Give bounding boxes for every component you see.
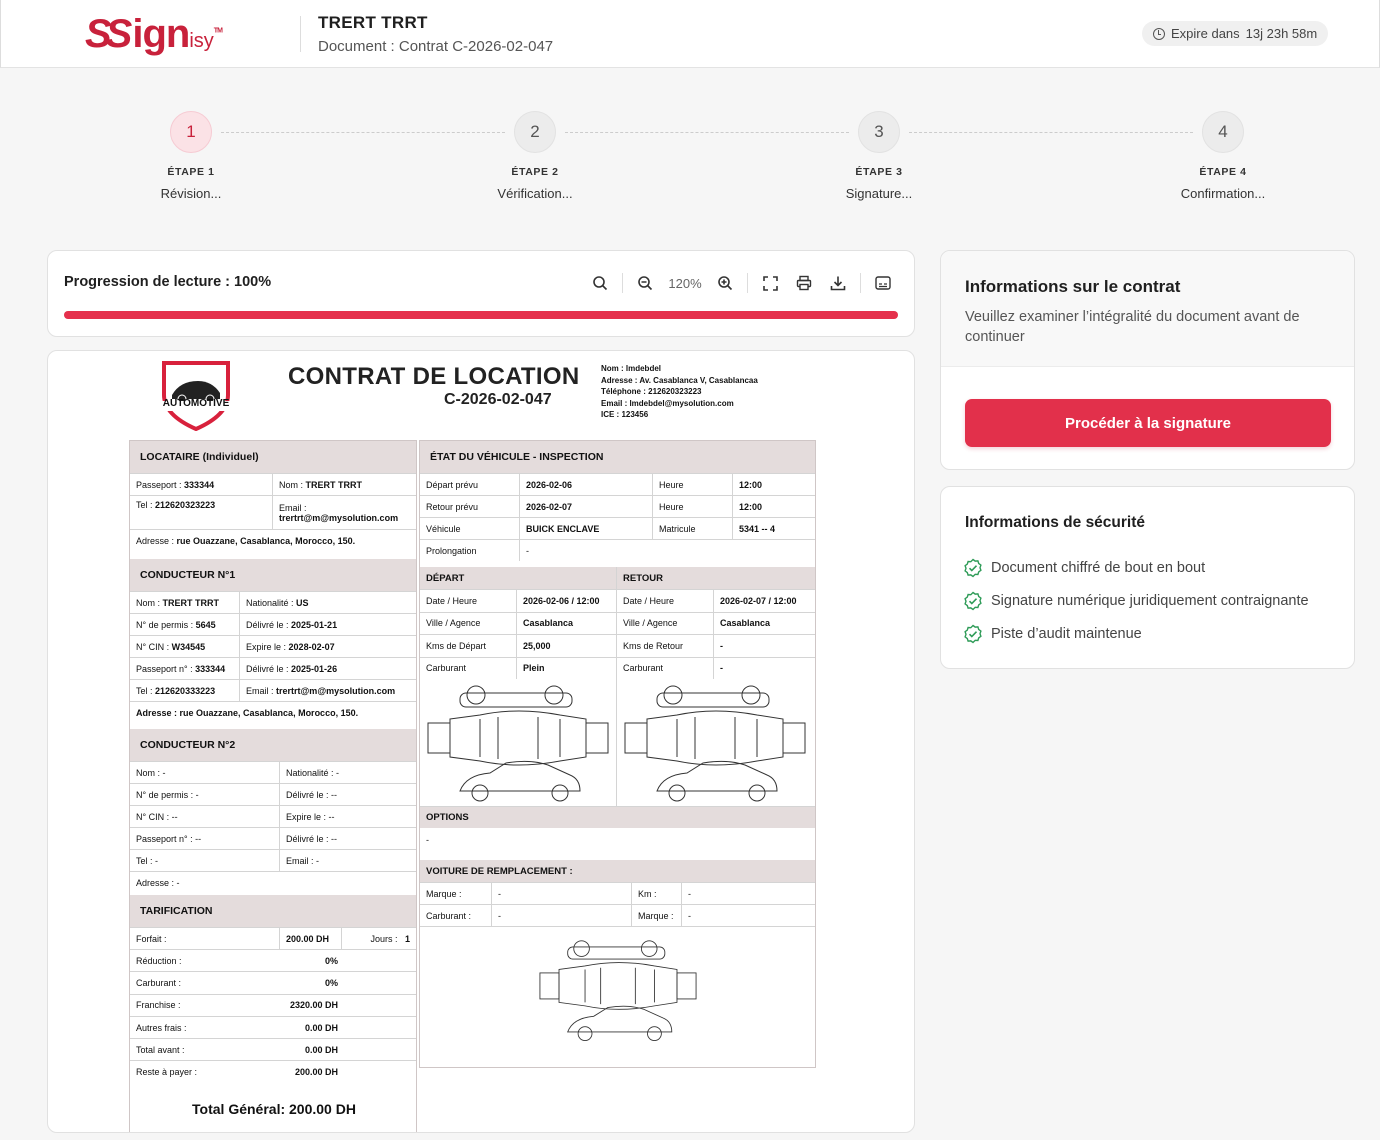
table-cell: Tel : 212620333223 [130, 680, 240, 701]
table-cell: Délivré le : -- [286, 833, 338, 844]
options-heading: OPTIONS [420, 806, 815, 828]
table-cell: 2026-02-06 [520, 474, 653, 495]
step-label: ÉTAPE 2 [511, 166, 559, 178]
signer-name: TRERT TRRT [318, 13, 428, 32]
table-row [130, 871, 416, 893]
tarification-heading: TARIFICATION [130, 895, 416, 927]
table-cell: Prolongation [420, 540, 520, 561]
table-cell: - [720, 663, 723, 674]
step-number: 4 [1202, 111, 1244, 153]
table-cell: Carburant : [420, 905, 492, 926]
table-row [420, 495, 815, 517]
table-cell: Carburant [420, 658, 517, 680]
locataire-heading: LOCATAIRE (Individuel) [130, 441, 416, 473]
step-number: 1 [170, 111, 212, 153]
reading-progress-bar [64, 311, 898, 319]
caption-icon[interactable] [866, 271, 900, 295]
header-divider [300, 16, 301, 52]
table-cell: Reste à payer : [136, 1067, 198, 1078]
table-cell: 0% [324, 977, 338, 988]
table-cell: N° CIN : -- [130, 806, 280, 827]
shield-check-icon [963, 591, 983, 611]
table-cell: Date / Heure [420, 590, 517, 612]
table-row [130, 949, 416, 971]
security-item [963, 558, 1205, 578]
contract-info-subtitle: Veuillez examiner l’intégralité du document avant de continuer [965, 309, 1300, 345]
table-cell: Nom : - [130, 762, 280, 783]
conducteur1-heading: CONDUCTEUR N°1 [130, 559, 416, 591]
shield-check-icon [963, 624, 983, 644]
table-row [130, 971, 416, 993]
table-cell: Casablanca [523, 618, 574, 629]
table-row [617, 589, 815, 612]
security-item [963, 624, 1142, 644]
security-item-label: Piste d’audit maintenue [991, 626, 1142, 642]
table-row [130, 701, 416, 723]
table-cell: Plein [523, 663, 545, 674]
signisy-logo[interactable] [85, 12, 222, 57]
table-row [130, 495, 416, 529]
table-cell: Adresse : - [136, 877, 180, 888]
table-cell: 2026-02-07 [520, 496, 653, 517]
table-row [130, 679, 416, 701]
table-row [420, 882, 815, 904]
fullscreen-icon[interactable] [753, 271, 787, 295]
step-1[interactable] [111, 111, 271, 201]
proceed-to-signature-button[interactable]: Procéder à la signature [965, 399, 1331, 447]
table-row [130, 657, 416, 679]
security-info-card [940, 486, 1355, 669]
table-row [420, 539, 815, 561]
table-cell: - [688, 888, 691, 899]
retour-heading: RETOUR [617, 567, 815, 589]
conducteur1-rows [130, 591, 416, 701]
table-cell: - [492, 883, 632, 904]
table-cell: Franchise : [136, 1000, 181, 1011]
total-general: Total Général: 200.00 DH [192, 1101, 356, 1117]
table-cell: 12:00 [739, 501, 763, 512]
table-row [130, 849, 416, 871]
options-value: - [426, 835, 429, 845]
contract-info-title: Informations sur le contrat [965, 277, 1181, 296]
depart-heading: DÉPART [420, 567, 616, 589]
step-name: Révision... [160, 186, 222, 201]
table-cell: Tel : - [130, 850, 280, 871]
table-cell: 25,000 [523, 640, 551, 651]
replacement-diagram [420, 926, 815, 1056]
logo-text: ign [132, 12, 190, 56]
company-line: Email : lmdebdel@mysolution.com [601, 398, 734, 408]
table-row [130, 591, 416, 613]
conducteur2-rows [130, 761, 416, 871]
table-row [130, 529, 416, 551]
table-cell: 200.00 DH [294, 1067, 338, 1078]
table-cell: N° de permis : - [130, 784, 280, 805]
table-cell: Casablanca [720, 618, 771, 629]
table-cell: Passeport n° : 333344 [130, 658, 240, 679]
spacer [130, 551, 416, 559]
logo-mark: SS [85, 12, 127, 56]
shield-check-icon [963, 558, 983, 578]
etat-heading: ÉTAT DU VÉHICULE - INSPECTION [420, 441, 815, 473]
table-cell: Nationalité : US [246, 597, 309, 608]
table-row [130, 1016, 416, 1038]
car-diagram-icon [533, 932, 703, 1052]
zoom-level: 120% [668, 275, 702, 291]
table-cell: 0.00 DH [304, 1022, 338, 1033]
table-cell: Date / Heure [617, 590, 714, 612]
table-cell: Tel : 212620323223 [130, 496, 273, 529]
table-cell: 0% [324, 955, 338, 966]
table-row [130, 473, 416, 495]
print-icon[interactable] [787, 271, 821, 295]
document-subtitle: Document : Contrat C-2026-02-047 [318, 38, 554, 55]
table-cell: Adresse : rue Ouazzane, Casablanca, Morocco, 150. [136, 707, 359, 718]
table-row [420, 657, 616, 680]
table-cell: Ville / Agence [617, 613, 714, 635]
table-cell: Départ prévu [420, 474, 520, 495]
table-cell: Matricule [653, 518, 733, 539]
logo-suffix: isy [189, 30, 214, 52]
table-cell: - [526, 545, 529, 556]
table-cell: Nom : TRERT TRRT [279, 479, 363, 490]
step-name: Signature... [845, 186, 913, 201]
table-cell: Email : trertrt@m@mysolution.com [246, 685, 396, 696]
table-row [130, 827, 416, 849]
table-cell: Délivré le : -- [286, 789, 338, 800]
contract-info-card [940, 250, 1355, 470]
table-row [130, 783, 416, 805]
table-cell: 0.00 DH [304, 1044, 338, 1055]
table-cell: Nationalité : - [286, 767, 340, 778]
table-row [420, 634, 616, 657]
security-item [963, 591, 1309, 611]
table-cell: Délivré le : 2025-01-26 [246, 663, 338, 674]
step-2[interactable] [455, 111, 615, 201]
expiry-badge [1142, 21, 1328, 46]
table-cell: Km : [632, 883, 682, 904]
table-cell: 2026-02-07 / 12:00 [720, 595, 797, 606]
table-row [420, 517, 815, 539]
company-line: Téléphone : 212620323223 [601, 387, 702, 397]
table-cell: Nom : TRERT TRRT [130, 592, 240, 613]
table-row [420, 612, 616, 635]
table-cell: Marque : [420, 883, 492, 904]
table-cell: Carburant : [136, 977, 182, 988]
table-cell: Expire le : -- [286, 811, 335, 822]
zoom-in-icon[interactable] [708, 271, 742, 295]
security-info-title: Informations de sécurité [965, 514, 1146, 531]
table-row [130, 1038, 416, 1060]
table-cell: Retour prévu [420, 496, 520, 517]
step-4[interactable] [1143, 111, 1303, 201]
table-cell: Heure [653, 474, 733, 495]
company-line: Nom : lmdebdel [601, 364, 662, 373]
table-cell: Expire le : 2028-02-07 [246, 641, 335, 652]
viewer-toolbar [47, 250, 915, 337]
table-cell: Total avant : [136, 1044, 185, 1055]
company-line: ICE : 123456 [601, 410, 649, 420]
security-item-label: Signature numérique juridiquement contraignante [991, 593, 1309, 609]
expiry-label: Expire dans [1171, 26, 1240, 41]
left-column [129, 440, 417, 1133]
reading-progress-label: Progression de lecture : 100% [64, 274, 272, 290]
security-item-label: Document chiffré de bout en bout [991, 560, 1206, 576]
step-label: ÉTAPE 4 [1199, 166, 1247, 178]
table-row [420, 589, 616, 612]
expiry-value: 13j 23h 58m [1245, 26, 1318, 41]
toolbar-separator [860, 273, 861, 293]
step-name: Vérification... [497, 186, 573, 201]
table-row [617, 612, 815, 635]
table-cell: 200.00 DH [280, 928, 342, 949]
retour-panel [617, 567, 815, 806]
remplacement-heading: VOITURE DE REMPLACEMENT : [420, 860, 815, 882]
table-row [420, 904, 815, 926]
table-cell: Marque : [632, 905, 682, 926]
table-row [617, 634, 815, 657]
right-column [419, 440, 816, 1068]
table-cell: BUICK ENCLAVE [520, 518, 653, 539]
search-icon[interactable] [583, 271, 617, 295]
contract-document[interactable] [47, 350, 915, 1133]
toolbar-separator [622, 273, 623, 293]
top-header [0, 0, 1380, 68]
conducteur2-heading: CONDUCTEUR N°2 [130, 729, 416, 761]
contract-title: CONTRAT DE LOCATION [288, 363, 580, 390]
table-cell: Carburant [617, 658, 714, 680]
table-cell: Adresse : rue Ouazzane, Casablanca, Morocco, 150. [136, 535, 356, 546]
table-cell: Véhicule [420, 518, 520, 539]
contract-number: C-2026-02-047 [444, 391, 552, 408]
table-row [617, 657, 815, 680]
table-cell: Kms de Retour [617, 635, 714, 657]
download-icon[interactable] [821, 271, 855, 295]
step-number: 2 [514, 111, 556, 153]
step-label: ÉTAPE 1 [167, 166, 215, 178]
table-cell: N° CIN : W34545 [130, 636, 240, 657]
table-cell: - [688, 910, 691, 921]
table-cell: 12:00 [739, 479, 763, 490]
tarification-rows [130, 949, 416, 1083]
table-cell: Email : - [286, 855, 320, 866]
table-cell: Réduction : [136, 955, 182, 966]
table-cell: - [492, 905, 632, 926]
table-cell: Jours : 1 [370, 933, 410, 944]
table-row [130, 761, 416, 783]
table-row [130, 635, 416, 657]
car-diagram-icon [420, 679, 616, 811]
table-cell: - [720, 640, 723, 651]
step-number: 3 [858, 111, 900, 153]
table-cell: Kms de Départ [420, 635, 517, 657]
table-row [130, 1060, 416, 1082]
table-row [420, 473, 815, 495]
table-cell: Passeport : 333344 [130, 474, 273, 495]
table-cell: Délivré le : 2025-01-21 [246, 619, 338, 630]
table-row [130, 994, 416, 1016]
table-row [130, 613, 416, 635]
automotive-logo-icon [158, 359, 234, 431]
viewer-tools [583, 271, 900, 295]
step-label: ÉTAPE 3 [855, 166, 903, 178]
depart-rows [420, 589, 616, 679]
depart-retour-block [420, 561, 815, 806]
table-cell: Passeport n° : -- [130, 828, 280, 849]
car-diagram-icon [617, 679, 813, 811]
progress-fill [64, 311, 898, 319]
table-cell: Ville / Agence [420, 613, 517, 635]
clock-icon [1153, 28, 1165, 40]
table-cell: 2026-02-06 / 12:00 [523, 595, 600, 606]
company-info [601, 363, 758, 421]
table-cell: Email : trertrt@m@mysolution.com [279, 502, 399, 523]
table-row [130, 927, 416, 949]
table-cell: 2320.00 DH [289, 1000, 338, 1011]
step-name: Confirmation... [1180, 186, 1266, 201]
retour-rows [617, 589, 815, 679]
table-cell: Forfait : [130, 928, 280, 949]
spacer [420, 852, 815, 860]
table-cell: Autres frais : [136, 1022, 187, 1033]
automotive-logo-text: AUTOMOTIVE [162, 398, 230, 409]
table-row [130, 805, 416, 827]
table-cell: Heure [653, 496, 733, 517]
table-cell: 5341 -- 4 [739, 523, 776, 534]
depart-panel [420, 567, 617, 806]
toolbar-separator [747, 273, 748, 293]
zoom-out-icon[interactable] [628, 271, 662, 295]
logo-tm: TM [213, 27, 222, 35]
table-cell: N° de permis : 5645 [130, 614, 240, 635]
company-line: Adresse : Av. Casablanca V, Casablancaa [601, 375, 758, 385]
step-3[interactable] [799, 111, 959, 201]
